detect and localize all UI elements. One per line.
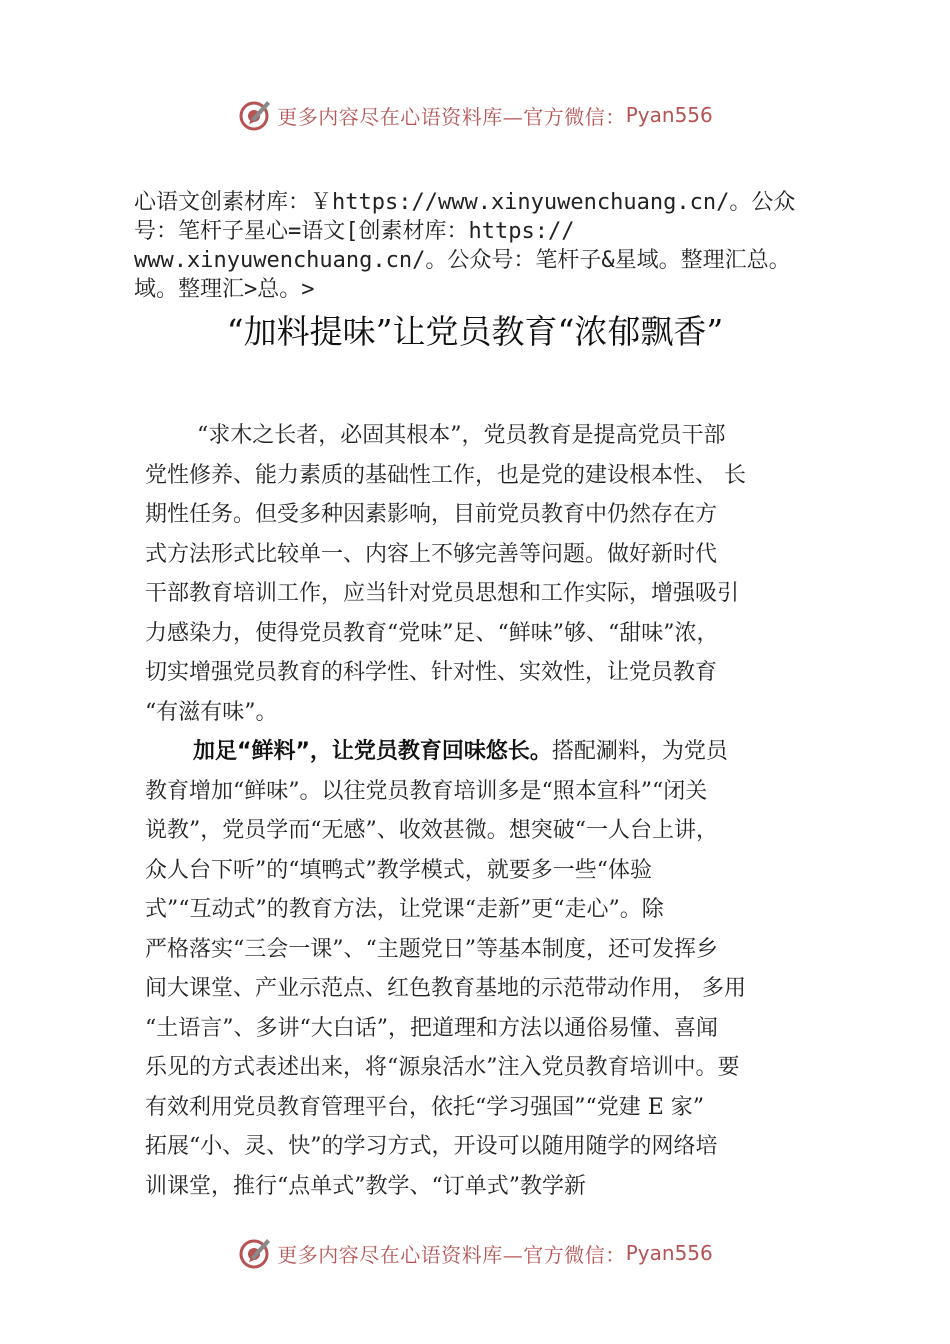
paragraph-line (145, 732, 835, 772)
paragraph-line: “求木之长者，必固其根本”，党员教育是提高党员干部 (197, 423, 726, 448)
paragraph-line: 干部教育培训工作，应当针对党员思想和工作实际，增强吸引 (145, 581, 740, 606)
paragraph-text: 搭配涮料，为党员 (551, 739, 728, 764)
paragraph-line: 切实增强党员教育的科学性、针对性、实效性，让党员教育 (145, 660, 718, 685)
footer-banner (0, 1233, 950, 1273)
source-line: 心语文创素材库：￥https://www.xinyuwenchuang.cn/。公众 (134, 190, 796, 215)
header-banner (0, 95, 950, 135)
paragraph-line: 式”“互动式”的教育方法，让党课“走新”更“走心”。除 (145, 897, 664, 922)
paragraph-line: 教育增加“鲜味”。以往党员教育培训多是“照本宣科”“闭关 (145, 778, 708, 804)
article-title: “加料提味”让党员教育“浓郁飘香” (226, 312, 724, 351)
paragraph-line: 式方法形式比较单一、内容上不够完善等问题。做好新时代 (145, 541, 718, 567)
paragraph-line: “土语言”、多讲“大白话”，把道理和方法以通俗易懂、喜闻 (145, 1015, 718, 1041)
paragraph-line: 乐见的方式表述出来，将“源泉活水”注入党员教育培训中。要 (145, 1055, 740, 1080)
paragraph-line: 间大课堂、产业示范点、红色教育基地的示范带动作用， 多用 (145, 976, 746, 1001)
wechat-id: Pyan556 (625, 103, 713, 127)
paragraph-line: 拓展“小、灵、快”的学习方式，开设可以随用随学的网络培 (145, 1134, 718, 1159)
paragraph-line: 力感染力，使得党员教育“党味”足、“鲜味”够、“甜味”浓， (145, 620, 719, 646)
banner-text: 更多内容尽在心语资料库—官方微信： (277, 1242, 626, 1267)
paragraph-line: “有滋有味”。 (145, 699, 278, 725)
wechat-id: Pyan556 (625, 1241, 713, 1265)
paragraph-line: 众人台下听”的“填鸭式”教学模式，就要多一些“体验 (145, 857, 652, 883)
source-line: 域。整理汇>总。> (134, 277, 315, 302)
section-heading: 加足“鲜料”，让党员教育回味悠长。 (193, 739, 552, 764)
paragraph-line: 期性任务。但受多种因素影响，目前党员教育中仍然存在方 (145, 502, 718, 527)
article-body (145, 416, 835, 1206)
paragraph-line: 说教”，党员学而“无感”、收效甚微。想突破“一人台上讲， (145, 818, 718, 843)
source-notice (134, 188, 834, 304)
source-line: 号：笔杆子星心=语文[创素材库：https:// (134, 219, 575, 244)
source-line: www.xinyuwenchuang.cn/。公众号：笔杆子&星域。整理汇总。 (134, 248, 791, 273)
paragraph-line: 有效利用党员教育管理平台，依托“学习强国”“党建 E 家” (145, 1094, 705, 1120)
banner-text: 更多内容尽在心语资料库—官方微信： (277, 104, 626, 129)
paragraph-line: 严格落实“三会一课”、“主题党日”等基本制度，还可发挥乡 (145, 936, 718, 962)
pen-logo-icon (237, 97, 273, 133)
paragraph-line: 训课堂，推行“点单式”教学、“订单式”教学新 (145, 1173, 586, 1199)
paragraph-line: 党性修养、能力素质的基础性工作，也是党的建设根本性、 长 (145, 462, 746, 488)
pen-logo-icon (237, 1235, 273, 1271)
